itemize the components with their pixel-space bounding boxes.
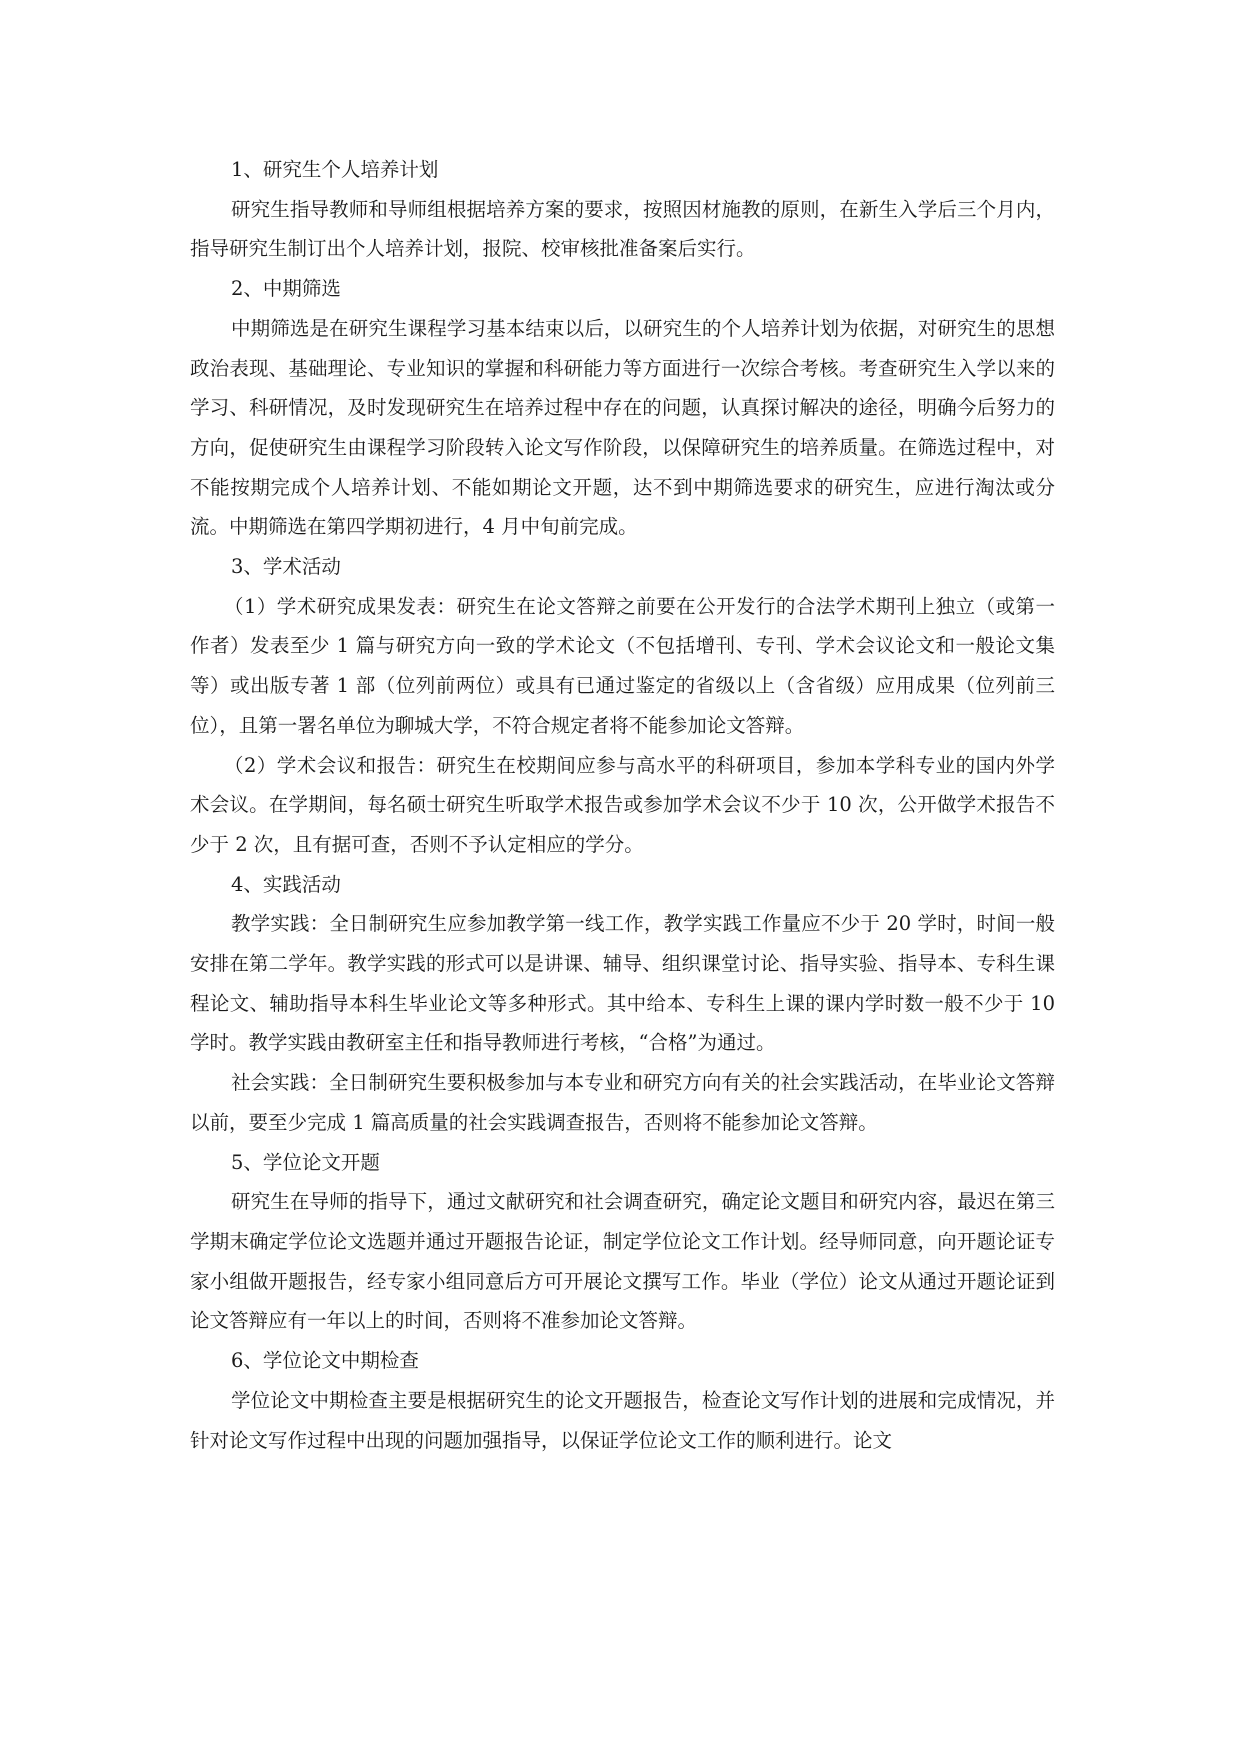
section-heading-6: 6、学位论文中期检查: [231, 1349, 419, 1373]
paragraph-thesis-midterm-check: 学位论文中期检查主要是根据研究生的论文开题报告，检查论文写作计划的进展和完成情况，并针对论文写作过程中出现的问题加强指导，以保证学位论文工作的顺利进行。论文: [190, 1388, 1055, 1452]
paragraph-social-practice: 社会实践：全日制研究生要积极参加与本专业和研究方向有关的社会实践活动，在毕业论文答辩以前，要至少完成 1 篇高质量的社会实践调查报告，否则将不能参加论文答辩。: [190, 1071, 1055, 1134]
section-heading-4: 4、实践活动: [231, 872, 341, 896]
section-heading-3: 3、学术活动: [231, 555, 341, 579]
section-heading-1: 1、研究生个人培养计划: [231, 158, 439, 181]
paragraph-midterm-screening: 中期筛选是在研究生课程学习基本结束以后，以研究生的个人培养计划为依据，对研究生的思想政治表现、基础理论、专业知识的掌握和科研能力等方面进行一次综合考核。考查研究生入学以来的学习、科研情况，及时发现研究生在培养过程中存在的问题，认真探讨解决的途径，明确今后努力的方向，促使研究生由课程学习阶段转入论文写作阶段，以保障研究生的培养质量。在筛选过程中，对不能按期完成个人培养计划、不能如期论文开题，达不到中期筛选要求的研究生，应进行淘汰或分流。中期筛选在第四学期初进行，4 月中旬前完成。: [190, 316, 1055, 539]
paragraph-thesis-proposal: 研究生在导师的指导下，通过文献研究和社会调查研究，确定论文题目和研究内容，最迟在第三学期末确定学位论文选题并通过开题报告论证，制定学位论文工作计划。经导师同意，向开题论证专家小组做开题报告，经专家小组同意后方可开展论文撰写工作。毕业（学位）论文从通过开题论证到论文答辩应有一年以上的时间，否则将不准参加论文答辩。: [190, 1190, 1055, 1333]
paragraph-academic-conference: （2）学术会议和报告：研究生在校期间应参与高水平的科研项目，参加本学科专业的国内外学术会议。在学期间，每名硕士研究生听取学术报告或参加学术会议不少于 10 次，公开做学术报告不少于 2 次，且有据可查，否则不予认定相应的学分。: [190, 753, 1055, 856]
paragraph-training-plan: 研究生指导教师和导师组根据培养方案的要求，按照因材施教的原则，在新生入学后三个月内，指导研究生制订出个人培养计划，报院、校审核批准备案后实行。: [190, 197, 1055, 261]
section-heading-5: 5、学位论文开题: [231, 1150, 380, 1174]
section-heading-2: 2、中期筛选: [231, 277, 341, 301]
paragraph-teaching-practice: 教学实践：全日制研究生应参加教学第一线工作，教学实践工作量应不少于 20 学时，时间一般安排在第二学年。教学实践的形式可以是讲课、辅导、组织课堂讨论、指导实验、指导本、专科生课程论文、辅助指导本科生毕业论文等多种形式。其中给本、专科生上课的课内学时数一般不少于 10 学时。教学实践由教研室主任和指导教师进行考核，“合格”为通过。: [190, 912, 1055, 1055]
document-page: [190, 150, 1055, 1460]
paragraph-academic-publication: （1）学术研究成果发表：研究生在论文答辩之前要在公开发行的合法学术期刊上独立（或第一作者）发表至少 1 篇与研究方向一致的学术论文（不包括增刊、专刊、学术会议论文和一般论文集等）或出版专著 1 部（位列前两位）或具有已通过鉴定的省级以上（含省级）应用成果（位列前三位），且第一署名单位为聊城大学，不符合规定者将不能参加论文答辩。: [190, 594, 1055, 737]
